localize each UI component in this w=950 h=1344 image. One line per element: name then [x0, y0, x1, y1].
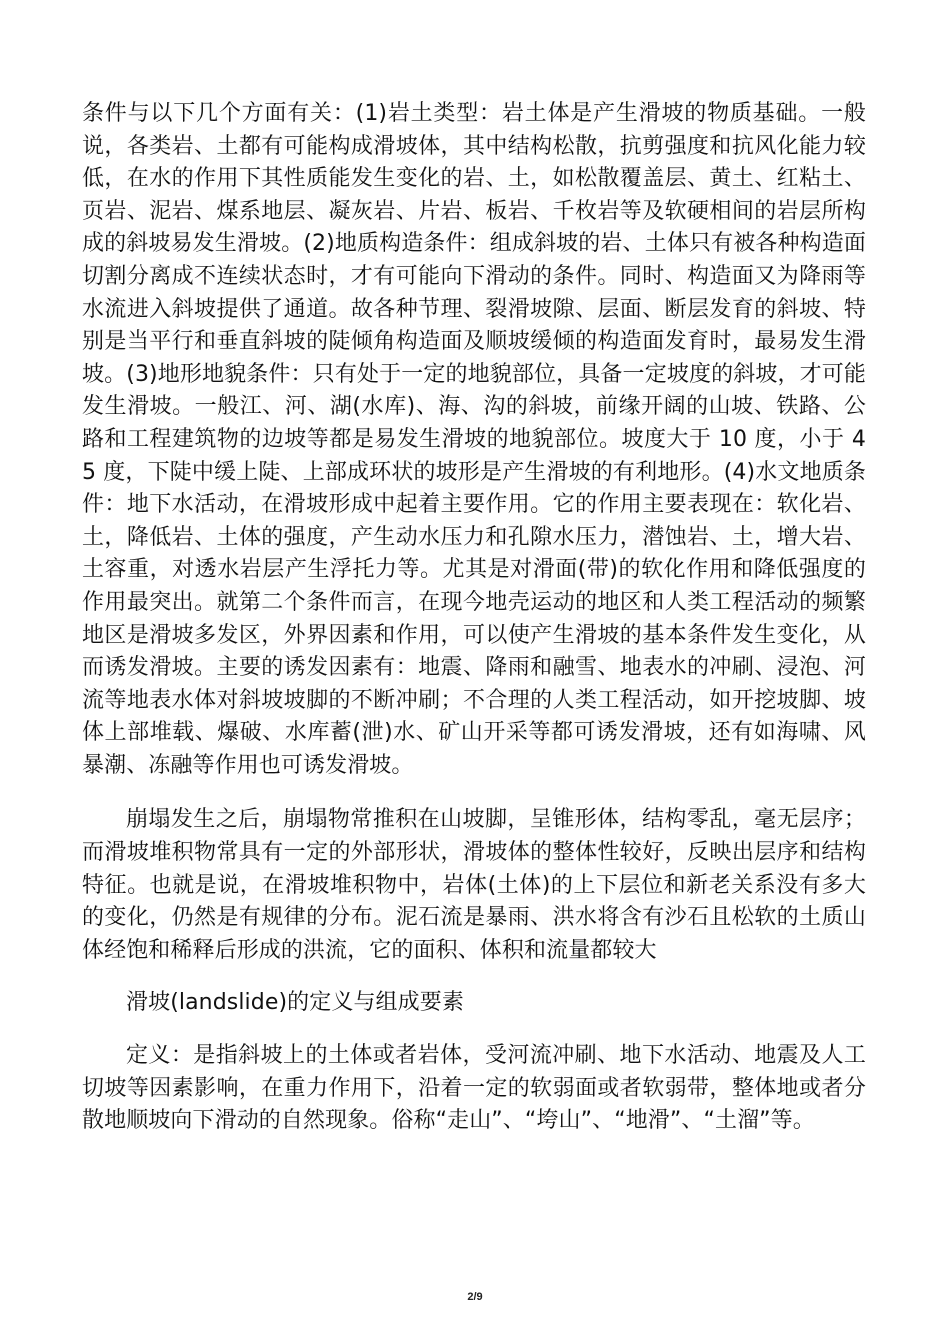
- paragraph-definition: 定义：是指斜坡上的土体或者岩体，受河流冲刷、地下水活动、地震及人工切坡等因素影响，在重力作用下，沿着一定的软弱面或者软弱带，整体地或者分散地顺坡向下滑动的自然现象。俗称“走山”、“垮山”、“地滑”、“土溜”等。: [82, 1043, 866, 1134]
- page-number: 2/9: [467, 1291, 483, 1303]
- document-page: [82, 98, 866, 1138]
- paragraph-collapse-comparison: 崩塌发生之后，崩塌物常推积在山坡脚，呈锥形体，结构零乱，毫无层序；而滑坡堆积物常具有一定的外部形状，滑坡体的整体性较好，反映出层序和结构特征。也就是说，在滑坡堆积物中，岩体(土体)的上下层位和新老关系没有多大的变化，仍然是有规律的分布。泥石流是暴雨、洪水将含有沙石且松软的土质山体经饱和稀释后形成的洪流，它的面积、体积和流量都较大: [82, 807, 866, 963]
- section-heading-landslide-definition: 滑坡(landslide)的定义与组成要素: [126, 990, 464, 1016]
- paragraph-landslide-conditions: 条件与以下几个方面有关：(1)岩土类型：岩土体是产生滑坡的物质基础。一般说，各类岩、土都有可能构成滑坡体，其中结构松散，抗剪强度和抗风化能力较低，在水的作用下其性质能发生变化的岩、土，如松散覆盖层、黄土、红粘土、页岩、泥岩、煤系地层、凝灰岩、片岩、板岩、千枚岩等及软硬相间的岩层所构成的斜坡易发生滑坡。(2)地质构造条件：组成斜坡的岩、土体只有被各种构造面切割分离成不连续状态时，才有可能向下滑动的条件。同时、构造面又为降雨等水流进入斜坡提供了通道。故各种节理、裂滑坡隙、层面、断层发育的斜坡、特别是当平行和垂直斜坡的陡倾角构造面及顺坡缓倾的构造面发育时，最易发生滑坡。(3)地形地貌条件：只有处于一定的地貌部位，具备一定坡度的斜坡，才可能发生滑坡。一般江、河、湖(水库)、海、沟的斜坡，前缘开阔的山坡、铁路、公路和工程建筑物的边坡等都是易发生滑坡的地貌部位。坡度大于 10 度，小于 45 度，下陡中缓上陡、上部成环状的坡形是产生滑坡的有利地形。(4)水文地质条件：地下水活动，在滑坡形成中起着主要作用。它的作用主要表现在：软化岩、土，降低岩、土体的强度，产生动水压力和孔隙水压力，潜蚀岩、土，增大岩、土容重，对透水岩层产生浮托力等。尤其是对滑面(带)的软化作用和降低强度的作用最突出。就第二个条件而言，在现今地壳运动的地区和人类工程活动的频繁地区是滑坡多发区，外界因素和作用，可以使产生滑坡的基本条件发生变化，从而诱发滑坡。主要的诱发因素有：地震、降雨和融雪、地表水的冲刷、浸泡、河流等地表水体对斜坡坡脚的不断冲刷；不合理的人类工程活动，如开挖坡脚、坡体上部堆载、爆破、水库蓄(泄)水、矿山开采等都可诱发滑坡，还有如海啸、风暴潮、冻融等作用也可诱发滑坡。: [82, 101, 866, 778]
